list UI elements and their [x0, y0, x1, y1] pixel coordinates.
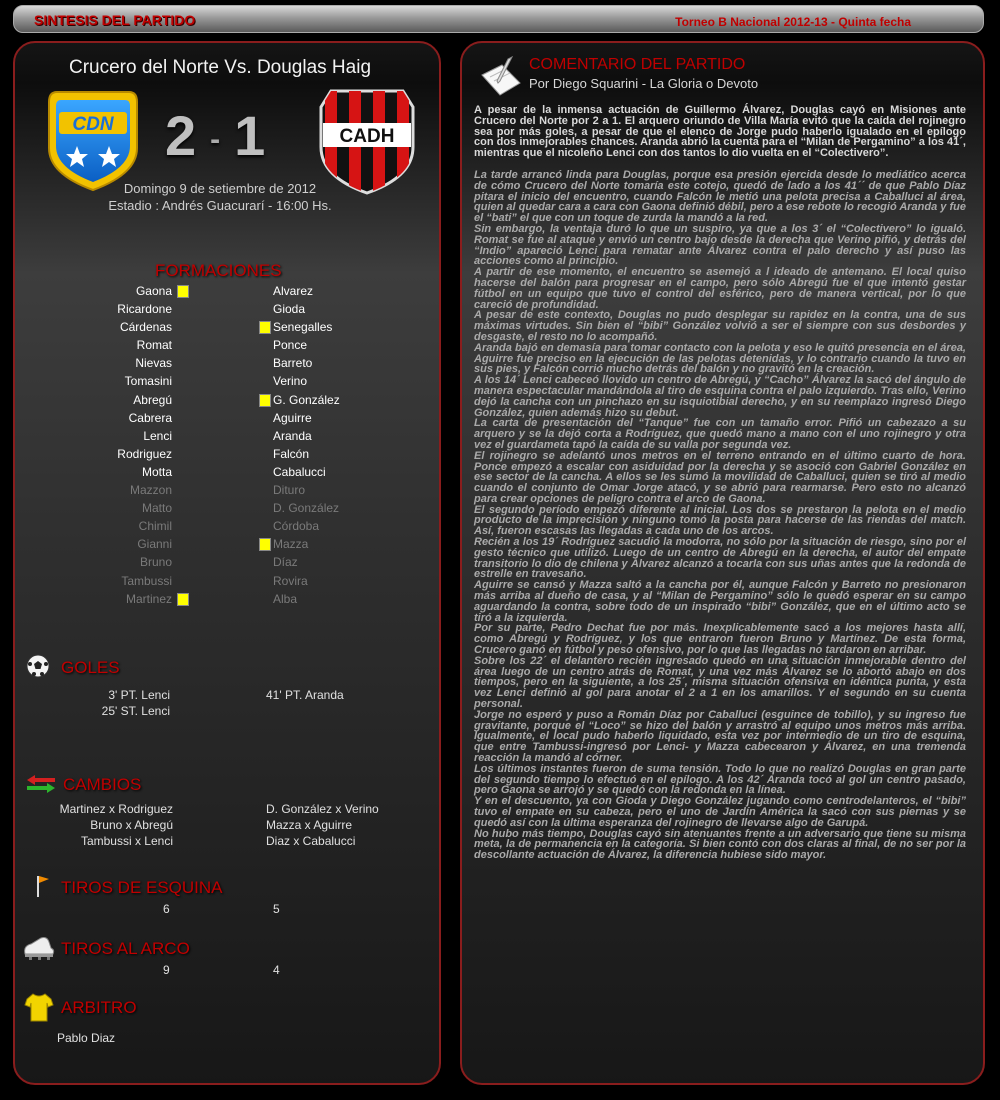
home-goal: 3' PT. Lenci	[108, 688, 170, 702]
player-row	[15, 372, 172, 390]
player-row	[243, 318, 403, 336]
player-name: Ponce	[273, 338, 308, 353]
substitution-arrows-icon	[25, 773, 57, 795]
referee-title: ARBITRO	[61, 998, 137, 1017]
player-name: Aranda	[273, 428, 312, 443]
score-separator: -	[210, 123, 223, 157]
match-summary-panel	[13, 41, 441, 1085]
player-name: Gioda	[273, 302, 306, 317]
commentary-paragraph: A los 14´ Lenci cabeceó llovido un centro de Abregú, y “Cacho” Álvarez la sacó del ángulo de manera espectacular mandándola al tiro de esquina contra el palo izquierdo. Tras ello, Verino dejó la cancha con un pinchazo en su isquiotibial derecho, y en su reemplazo ingresó Diego González, quien además hizo su debut.	[474, 374, 966, 419]
commentary-paragraph: No hubo más tiempo, Douglas cayó sin atenuantes frente a un adversario que tiene su misma meta, la de permanencia en la categoría. Si bien contó con dos claras al final, de no ser por la descollante actuación de Álvarez, la diferencia hubiese sido mayor.	[474, 827, 966, 862]
commentary-paragraph: La tarde arrancó linda para Douglas, porque esa presión ejercida desde lo mediático acerca de cómo Crucero del Norte tomaría este cotejo, quedó de lado a los 41´´ de que Pablo Díaz pitara el inicio del encuentro, cuando Falcón le metió una pelota precisa a Caballuci al área, quien al quedar cara a cara con Gaona definió débil, pero a ese rebote lo recogió Aranda y fue el “bati” el que con un toque de zurda la mandó a la red.	[474, 168, 966, 225]
player-row	[243, 391, 403, 409]
header-title: SINTESIS DEL PARTIDO	[34, 12, 196, 28]
player-row	[15, 481, 172, 499]
soccer-ball-icon	[25, 653, 51, 679]
commentary-body	[474, 105, 966, 861]
player-name: Chimil	[138, 519, 172, 534]
scoreboard	[165, 103, 267, 168]
player-name: Nievas	[135, 356, 172, 371]
player-row	[243, 553, 403, 571]
player-name: Motta	[141, 464, 172, 479]
away-changes-list	[266, 801, 379, 849]
yellow-card-icon	[259, 394, 271, 407]
player-row	[243, 517, 403, 535]
player-row	[15, 391, 172, 409]
player-name: Alba	[273, 591, 298, 606]
commentary-paragraph: El segundo período empezó diferente al inicial. Los dos se prestaron la pelota en el medio producto de la imprecisión y ninguno tomó la posta para hacerse de las riendas del match. Así, fueron escasas las llegadas a cada uno de los arcos.	[474, 503, 966, 538]
commentary-title: COMENTARIO DEL PARTIDO	[529, 56, 746, 73]
player-row	[15, 553, 172, 571]
away-change: Diaz x Cabalucci	[266, 834, 356, 848]
home-change: Tambussi x Lenci	[80, 834, 173, 848]
commentary-intro: A pesar de la inmensa actuación de Guillermo Álvarez, Douglas cayó en Misiones ante Crucero del Norte por 2 a 1. El arquero oriundo de Villa María evitó que la caída del rojinegro sea por más goles, a pesar de que el elenco de Jorge pudo haberlo igualado en el epílogo con dos inmejorables chances. Aranda abrió la cuenta para el “Milan de Pergamino” a los 41´, mientras que el nicoleño Lenci con dos tantos lo dio vuelta en el “Colectivero”.	[474, 104, 966, 160]
player-row	[15, 517, 172, 535]
player-row	[15, 590, 172, 608]
player-row	[243, 535, 403, 553]
shots-title: TIROS AL ARCO	[61, 939, 190, 958]
commentary-paragraph: Sobre los 22´ el delantero recién ingresado quedó en una situación inmejorable dentro del área luego de un centro atrás de Romat, y una vez más Álvarez se lo abortó abajo en dos tiempos, pero en la siguiente, a los 25´, misma situación ofensiva en idéntica punta, y esta vez Lenci definió al gol para anotar el 2 a 1 en los amarillos. Y el segundo en su cuenta personal.	[474, 654, 966, 711]
player-name: Alvarez	[273, 284, 314, 298]
player-row	[243, 427, 403, 445]
player-name: Ricardone	[117, 302, 172, 317]
away-goals-list	[266, 687, 344, 703]
yellow-card-icon	[259, 538, 271, 551]
player-name: Córdoba	[273, 519, 320, 534]
player-name: Barreto	[273, 356, 313, 371]
pen-paper-icon	[478, 55, 524, 99]
player-name: Gaona	[135, 284, 172, 298]
player-row	[243, 463, 403, 481]
home-score: 2	[165, 104, 199, 167]
away-change: Mazza x Aguirre	[266, 818, 353, 832]
crucero-del-norte-badge	[47, 88, 139, 192]
player-name: Lenci	[143, 428, 172, 443]
yellow-card-icon	[177, 285, 189, 298]
commentary-paragraph: A partir de ese momento, el encuentro se asemejó a l ideado de antemano. El local quiso hacerse del balón para progresar en el campo, pero sólo Abregú fue el que intentó gestar fútbol en un equipo que tuvo el control del esférico, pero de manera vertical, por lo que careció de profundidad.	[474, 266, 966, 311]
goals-title: GOLES	[61, 658, 120, 677]
commentary-paragraph: Sin embargo, la ventaja duró lo que un suspiro, ya que a los 3´ el “Colectivero” lo igualó. Romat se fue al ataque y envió un centro bajo desde la derecha que Verino pifió, y detrás del “Indio” apareció Lenci para rematar ante Álvarez contra el palo derecho y así puso las acciones como al principio.	[474, 222, 966, 268]
player-name: Rodriguez	[117, 446, 172, 461]
cadh-badge-text: CADH	[339, 126, 395, 147]
player-row	[15, 409, 172, 427]
home-corners: 6	[163, 902, 170, 916]
player-name: Verino	[273, 374, 308, 389]
commentary-author: Por Diego Squarini - La Gloria o Devoto	[529, 76, 759, 91]
player-row	[15, 535, 172, 553]
player-row	[243, 354, 403, 372]
yellow-card-icon	[177, 593, 189, 606]
tournament-label: Torneo B Nacional 2012-13 - Quinta fecha	[675, 15, 911, 29]
home-goal: 25' ST. Lenci	[101, 704, 170, 718]
player-row	[15, 572, 172, 590]
changes-title: CAMBIOS	[63, 775, 142, 794]
player-name: G. González	[273, 392, 340, 407]
player-name: Matto	[141, 501, 172, 516]
commentary-paragraph: El rojinegro se adelantó unos metros en el terreno entrando en el último cuarto de hora. Ponce empezó a escalar con asiduidad por la derecha y se asoció con Gabriel González en ese sector de la cancha. A ellos se les sumó la movilidad de Caballuci, quien se tiró al medio cuando el conjunto de Omar Jorge atacó, y se abrió para rearmarse. Pero esto no alcanzó para crear opciones de peligro contra el arco de Gaona.	[474, 449, 966, 505]
home-change: Martinez x Rodriguez	[59, 802, 173, 816]
match-date: Domingo 9 de setiembre de 2012	[123, 181, 317, 196]
player-row	[243, 282, 403, 300]
player-name: Diturо	[273, 483, 306, 498]
player-row	[243, 372, 403, 390]
player-row	[243, 590, 403, 608]
player-name: Bruno	[139, 555, 172, 570]
referee-shirt-icon	[23, 991, 55, 1023]
player-name: Romat	[136, 338, 172, 353]
referee-name: Pablo Diaz	[57, 1031, 116, 1045]
home-shots: 9	[163, 963, 170, 977]
player-name: Senegalles	[273, 320, 333, 335]
away-score: 1	[234, 104, 268, 167]
player-row	[15, 354, 172, 372]
away-shots: 4	[273, 963, 280, 977]
away-goal: 41' PT. Aranda	[266, 688, 344, 702]
player-name: Falcón	[273, 446, 310, 461]
commentary-paragraph: Aguirre se cansó y Mazza saltó a la cancha por él, aunque Falcón y Barreto no presionaron más arriba al dueño de casa, y al “Milan de Pergamino” sólo le quedó esperar en su campo aguardando la contra, sobre todo de un inspirado “bibi” González, que en el último acto se tiró a la izquierda.	[474, 579, 966, 624]
away-corners: 5	[273, 902, 280, 916]
commentary-paragraph: Recién a los 19´ Rodríguez sacudió la modorra, no sólo por la situación de riesgo, sino por el gesto técnico que utilizó. Luego de un centro de Abregú en la derecha, el autor del empate transitorio lo dio de chilena y Álvarez alcanzó a tocarla con sus uñas antes que la redonda de estrelle en travesaño.	[474, 536, 966, 581]
player-row	[243, 336, 403, 354]
player-row	[243, 409, 403, 427]
player-row	[15, 282, 172, 300]
teams-line: Crucero del Norte Vs. Douglas Haig	[68, 57, 372, 78]
player-row	[243, 300, 403, 318]
player-name: Abregú	[133, 392, 172, 407]
player-name: Rovira	[273, 573, 308, 588]
header-bar	[13, 5, 984, 33]
player-name: Cabrera	[128, 410, 172, 425]
player-name: Cabalucci	[273, 464, 326, 479]
player-row	[15, 463, 172, 481]
player-row	[15, 300, 172, 318]
douglas-haig-badge	[317, 85, 417, 195]
formations-title: FORMACIONES	[155, 261, 282, 280]
player-name: Gianni	[137, 537, 172, 552]
player-name: Tomasini	[124, 374, 172, 389]
commentary-paragraph: A pesar de este contexto, Douglas no pudo desplegar su rapidez en la contra, una de sus máximas virtudes. Sin bien el “bibi” González volvió a ser el siempre con sus desbordes y desgaste, el resto no lo acompañó.	[474, 309, 966, 343]
football-boot-icon	[21, 934, 57, 962]
home-goals-list	[75, 687, 170, 719]
player-row	[243, 572, 403, 590]
home-changes-list	[35, 801, 173, 849]
home-lineup	[15, 282, 175, 608]
corner-flag-icon	[33, 873, 53, 899]
player-row	[15, 427, 172, 445]
away-change: D. González x Verino	[266, 802, 379, 816]
player-name: Tambussi	[121, 573, 172, 588]
commentary-paragraph: Aranda bajó en demasía para tomar contacto con la pelota y eso le quitó presencia en el área, Aguirre fue preciso en la ejecución de las pelotas detenidas, y lo contrario cuando la tuvo en sus pies, y Falcón corrió mucho detrás del balón y no gravitó en la creación.	[474, 341, 966, 376]
player-name: Díaz	[273, 555, 298, 570]
player-row	[243, 499, 403, 517]
player-row	[15, 336, 172, 354]
player-name: Aguirre	[273, 410, 312, 425]
yellow-card-icon	[259, 321, 271, 334]
player-name: D. González	[273, 501, 340, 516]
commentary-paragraph: La carta de presentación del “Tanque” fue con un tamaño error. Pifió un cabezazo a su arquero y se la dejó corta a Rodríguez, que quedó mano a mano con el uno rojinegro y otra vez el guardameta tapó la caída de su valla por segunda vez.	[474, 417, 966, 451]
away-lineup	[243, 282, 403, 608]
commentary-paragraph: Y en el descuento, ya con Gioda y Diego González jugando como centrodelanteros, el “bibi” tuvo el empate en su cabeza, pero el uno de Jardín América la sacó con sus piernas y se quedó así con la última esperanza del rojinegro de llevarse algo de Garupá.	[474, 795, 966, 829]
home-change: Bruno x Abregú	[90, 818, 173, 832]
cdn-badge-text: CDN	[72, 114, 114, 135]
player-name: Mazza	[273, 537, 309, 552]
player-row	[15, 445, 172, 463]
commentary-paragraph: Jorge no esperó y puso a Román Díaz por Caballuci (esguince de tobillo), y su ingreso fue gravitante, porque el “Loco” se hizo del balón y arrastró al equipo unos metros más arriba. Igualmente, el local pudo haberlo liquidado, esta vez por intermedio de un tiro de esquina, que entre Tambussi-ingresó por Lenci- y Mazza cabecearon y Álvarez, en una tremenda reacción la mandó al córner.	[474, 708, 966, 765]
player-name: Martinez	[125, 591, 172, 606]
player-row	[15, 499, 172, 517]
corners-title: TIROS DE ESQUINA	[61, 878, 223, 897]
player-row	[15, 318, 172, 336]
player-row	[243, 445, 403, 463]
player-row	[243, 481, 403, 499]
commentary-paragraph: Los últimos instantes fueron de suma tensión. Todo lo que no realizó Douglas en gran parte del segundo tiempo lo efectuó en el epílogo. A los 42´ Aranda tocó al gol un centro pasado, pero Gaona se arrojó y se quedó con la redonda en la línea.	[474, 762, 966, 797]
player-name: Mazzon	[129, 483, 172, 498]
commentary-paragraph: Por su parte, Pedro Dechat fue por más. Inexplicablemente sacó a los mejores hasta allí, como Abregú y Rodríguez, y los que entraron fueron Bruno y Martínez. De esta forma, Crucero ganó en fútbol y peso ofensivo, por lo que las llegadas no tardaron en arribar.	[474, 622, 966, 657]
player-name: Cárdenas	[119, 320, 172, 335]
commentary-panel	[460, 41, 985, 1085]
match-venue: Estadio : Andrés Guacurarí - 16:00 Hs.	[108, 198, 332, 213]
